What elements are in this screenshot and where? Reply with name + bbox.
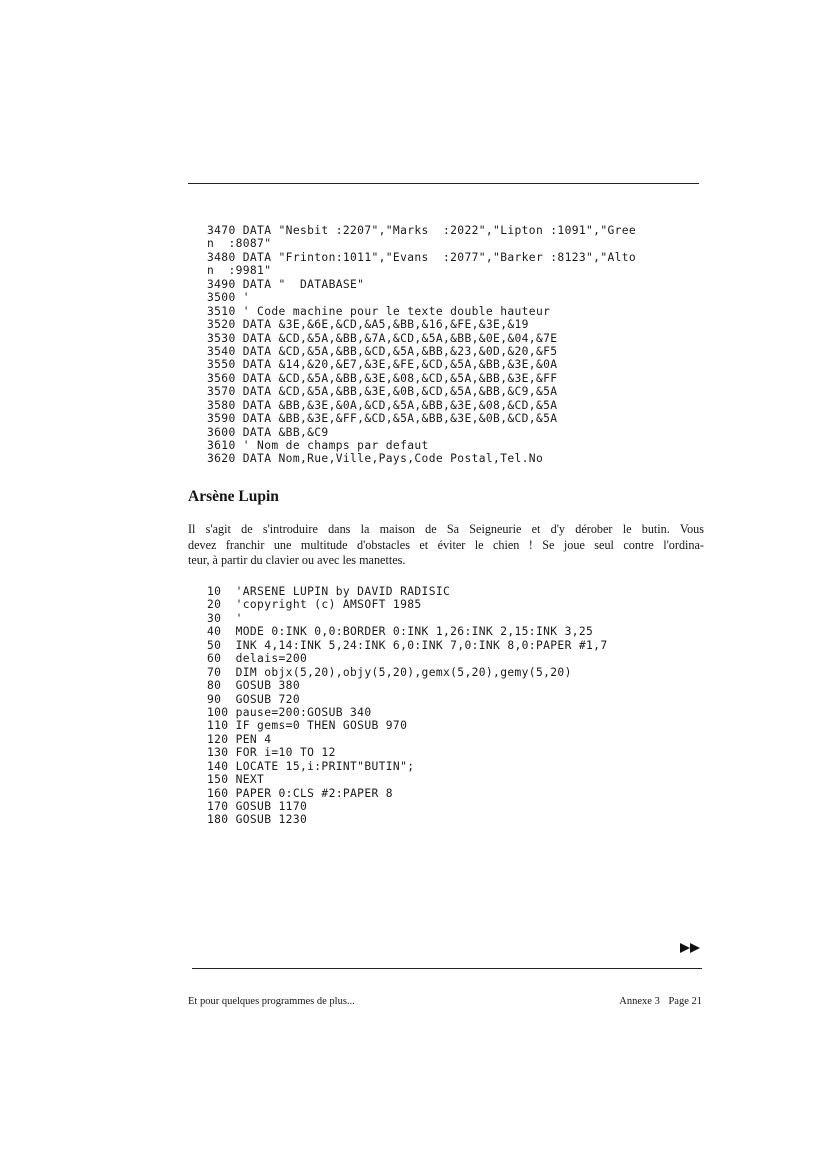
code-line: 3600 DATA &BB,&C9	[207, 425, 329, 439]
code-line: 3530 DATA &CD,&5A,&BB,&7A,&CD,&5A,&BB,&0E,&04,&7E	[207, 331, 558, 345]
code-line: 40 MODE 0:INK 0,0:BORDER 0:INK 1,26:INK 2,15:INK 3,25	[207, 625, 594, 639]
code-line: 160 PAPER 0:CLS #2:PAPER 8	[207, 786, 393, 800]
footer-page-ref	[613, 996, 702, 1007]
code-line: 20 'copyright (c) AMSOFT 1985	[207, 598, 422, 612]
footer-page-number: Page 21	[668, 996, 702, 1007]
code-line: 3570 DATA &CD,&5A,&BB,&3E,&0B,&CD,&5A,&BB,&C9,&5A	[207, 385, 558, 399]
code-line: 150 NEXT	[207, 773, 265, 787]
code-line: 10 'ARSENE LUPIN by DAVID RADISIC	[207, 585, 451, 598]
code-line: 80 GOSUB 380	[207, 679, 300, 693]
code-listing-data	[207, 224, 636, 466]
code-line: 3550 DATA &14,&20,&E7,&3E,&FE,&CD,&5A,&BB,&3E,&0A	[207, 358, 558, 372]
code-line: 100 pause=200:GOSUB 340	[207, 705, 372, 719]
code-line: 70 DIM objx(5,20),objy(5,20),gemx(5,20),gemy(5,20)	[207, 665, 572, 679]
code-line: 3540 DATA &CD,&5A,&BB,&CD,&5A,&BB,&23,&0D,&20,&F5	[207, 344, 558, 358]
code-line: 3590 DATA &BB,&3E,&FF,&CD,&5A,&BB,&3E,&0B,&CD,&5A	[207, 412, 558, 426]
code-line: 3610 ' Nom de champs par defaut	[207, 439, 429, 452]
code-line: 110 IF gems=0 THEN GOSUB 970	[207, 719, 408, 733]
code-line: 140 LOCATE 15,i:PRINT"BUTIN";	[207, 759, 415, 773]
code-line: 3580 DATA &BB,&3E,&0A,&CD,&5A,&BB,&3E,&08,&CD,&5A	[207, 398, 558, 412]
top-rule	[188, 183, 699, 184]
code-line: 3620 DATA Nom,Rue,Ville,Pays,Code Postal,Tel.No	[207, 452, 544, 466]
code-line: 3480 DATA "Frinton:1011","Evans :2077","Barker :8123","Alto	[207, 250, 637, 264]
code-line: 30 '	[207, 611, 243, 625]
footer-annexe: Annexe 3	[619, 996, 660, 1007]
code-line: 120 PEN 4	[207, 732, 272, 746]
code-line: 3510 ' Code machine pour le texte double hauteur	[207, 304, 551, 318]
code-line: 3470 DATA "Nesbit :2207","Marks :2022","Lipton :1091","Gree	[207, 224, 637, 237]
code-line: 180 GOSUB 1230	[207, 813, 308, 827]
code-line: 130 FOR i=10 TO 12	[207, 746, 336, 760]
bottom-rule	[192, 968, 702, 969]
intro-line: Il s'agit de s'introduire dans la maison de Sa Seigneurie et d'y dérober le butin. Vous	[188, 522, 704, 536]
intro-line: devez franchir une multitude d'obstacles et éviter le chien ! Se joue seul contre l'ordina-	[188, 537, 704, 552]
code-line: n :9981"	[207, 264, 272, 278]
code-line: 3490 DATA " DATABASE"	[207, 277, 365, 291]
section-title: Arsène Lupin	[188, 488, 279, 505]
code-listing-arsene-lupin	[207, 585, 607, 827]
code-line: 90 GOSUB 720	[207, 692, 300, 706]
intro-paragraph	[188, 522, 704, 569]
code-line: 3500 '	[207, 291, 250, 305]
double-right-arrow-icon	[680, 942, 702, 954]
code-line: 60 delais=200	[207, 652, 308, 666]
code-line: 3560 DATA &CD,&5A,&BB,&3E,&08,&CD,&5A,&BB,&3E,&FF	[207, 371, 558, 385]
footer-book-title: Et pour quelques programmes de plus...	[188, 996, 355, 1007]
intro-line: teur, à partir du clavier ou avec les manettes.	[188, 553, 406, 567]
code-line: 50 INK 4,14:INK 5,24:INK 6,0:INK 7,0:INK 8,0:PAPER #1,7	[207, 638, 608, 652]
code-line: n :8087"	[207, 237, 272, 251]
code-line: 3520 DATA &3E,&6E,&CD,&A5,&BB,&16,&FE,&3E,&19	[207, 318, 529, 332]
code-line: 170 GOSUB 1170	[207, 800, 308, 813]
